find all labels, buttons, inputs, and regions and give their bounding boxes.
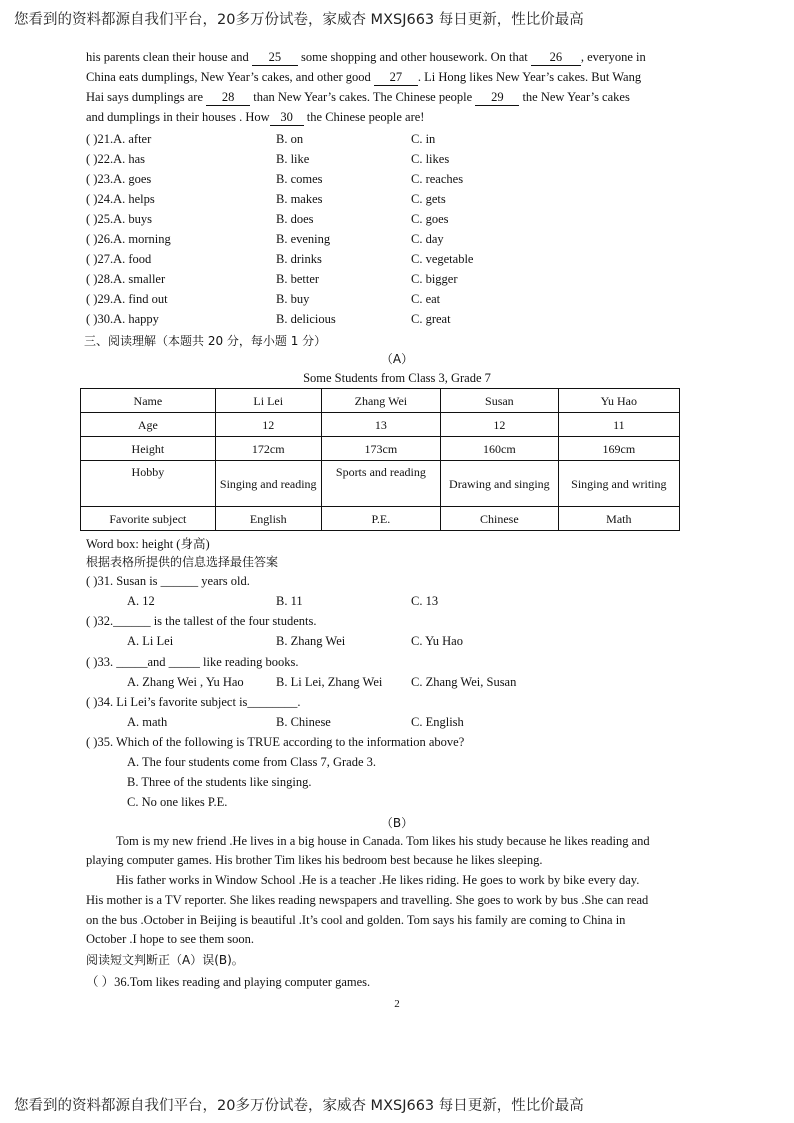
q35-option-b: B. Three of the students like singing. bbox=[127, 775, 312, 789]
table-cell: Li Lei bbox=[215, 389, 321, 413]
blank-26: 26 bbox=[531, 50, 581, 66]
q34-option-c: C. English bbox=[411, 715, 464, 729]
table-cell: 12 bbox=[441, 413, 559, 437]
mc-q26-c: C. day bbox=[411, 232, 444, 246]
q34-option-b: B. Chinese bbox=[276, 715, 331, 729]
bottom-banner: 您看到的资料都源自我们平台，20多万份试卷，家威杏 MXSJ663 每日更新，性比价最高 bbox=[14, 1098, 584, 1114]
table-cell: Drawing and singing bbox=[441, 461, 559, 507]
table-row bbox=[81, 437, 680, 461]
blank-29: 29 bbox=[475, 90, 519, 106]
cloze-text: the New Year’s cakes bbox=[519, 90, 630, 104]
mc-q21: ( )21.A. after bbox=[86, 132, 152, 146]
table-cell: Sports and reading bbox=[321, 461, 440, 507]
table-cell: Name bbox=[81, 389, 216, 413]
table-cell: Chinese bbox=[441, 507, 559, 531]
q32-option-c: C. Yu Hao bbox=[411, 634, 463, 648]
students-table bbox=[80, 388, 680, 531]
mc-q28-c: C. bigger bbox=[411, 272, 458, 286]
table-row bbox=[81, 413, 680, 437]
cloze-text: than New Year’s cakes. The Chinese people bbox=[250, 90, 476, 104]
mc-q27-c: C. vegetable bbox=[411, 252, 474, 266]
table-caption: Some Students from Class 3, Grade 7 bbox=[303, 371, 491, 385]
cloze-text: . Li Hong likes New Year’s cakes. But Wang bbox=[417, 70, 642, 84]
mc-q21-b: B. on bbox=[276, 132, 304, 146]
table-cell: Height bbox=[81, 437, 216, 461]
mc-q29: ( )29.A. find out bbox=[86, 292, 168, 306]
page-number: 2 bbox=[394, 998, 400, 1010]
question-34: ( )34. Li Lei’s favorite subject is________. bbox=[86, 695, 301, 709]
cloze-line-3 bbox=[86, 90, 630, 106]
cloze-text: China eats dumplings, New Year’s cakes, and other good bbox=[86, 70, 374, 84]
mc-q25: ( )25.A. buys bbox=[86, 212, 152, 226]
passage-b-line: on the bus .October in Beijing is beautiful .It’s cool and golden. Tom says his family are coming to China in bbox=[86, 913, 626, 927]
q35-option-c: C. No one likes P.E. bbox=[127, 795, 228, 809]
table-cell: 160cm bbox=[441, 437, 559, 461]
passage-label-a: （A） bbox=[380, 352, 414, 366]
table-cell: 12 bbox=[215, 413, 321, 437]
table-row bbox=[81, 461, 680, 507]
mc-q27: ( )27.A. food bbox=[86, 252, 152, 266]
instruction-b: 阅读短文判断正（A）误(B)。 bbox=[86, 953, 244, 967]
table-cell: Singing and reading bbox=[215, 461, 321, 507]
table-cell: 172cm bbox=[215, 437, 321, 461]
blank-28: 28 bbox=[206, 90, 250, 106]
q32-option-a: A. Li Lei bbox=[127, 634, 174, 648]
mc-q30-b: B. delicious bbox=[276, 312, 336, 326]
question-33: ( )33. _____and _____ like reading books. bbox=[86, 655, 299, 669]
mc-q23-b: B. comes bbox=[276, 172, 323, 186]
q33-option-b: B. Li Lei, Zhang Wei bbox=[276, 675, 383, 689]
cloze-text: Hai says dumplings are bbox=[86, 90, 207, 104]
table-cell: P.E. bbox=[321, 507, 440, 531]
mc-q22-b: B. like bbox=[276, 152, 310, 166]
q31-option-b: B. 11 bbox=[276, 594, 303, 608]
mc-q22: ( )22.A. has bbox=[86, 152, 146, 166]
passage-b-line: His father works in Window School .He is a teacher .He likes riding. He goes to work by bike every day. bbox=[116, 873, 640, 887]
table-cell: Singing and writing bbox=[558, 461, 679, 507]
mc-q24-b: B. makes bbox=[276, 192, 323, 206]
top-banner: 您看到的资料都源自我们平台，20多万份试卷，家威杏 MXSJ663 每日更新，性比价最高 bbox=[14, 12, 584, 28]
cloze-text: the Chinese people are! bbox=[303, 110, 425, 124]
mc-q30: ( )30.A. happy bbox=[86, 312, 159, 326]
table-cell: 13 bbox=[321, 413, 440, 437]
q35-option-a: A. The four students come from Class 7, Grade 3. bbox=[127, 755, 377, 769]
cloze-text: , everyone in bbox=[580, 50, 646, 64]
mc-q26-b: B. evening bbox=[276, 232, 331, 246]
mc-q29-b: B. buy bbox=[276, 292, 310, 306]
mc-q22-c: C. likes bbox=[411, 152, 450, 166]
blank-27: 27 bbox=[374, 70, 418, 86]
table-cell: Zhang Wei bbox=[321, 389, 440, 413]
section-heading-reading: 三、阅读理解（本题共 20 分，每小题 1 分） bbox=[84, 334, 327, 348]
mc-q30-c: C. great bbox=[411, 312, 451, 326]
table-cell: Age bbox=[81, 413, 216, 437]
mc-q25-b: B. does bbox=[276, 212, 314, 226]
passage-b-line: playing computer games. His brother Tim likes his bedroom best because he likes sleeping. bbox=[86, 853, 543, 867]
passage-b-line: October .I hope to see them soon. bbox=[86, 932, 255, 946]
cloze-text: some shopping and other housework. On that bbox=[297, 50, 531, 64]
mc-q27-b: B. drinks bbox=[276, 252, 322, 266]
mc-q24-c: C. gets bbox=[411, 192, 446, 206]
q31-option-a: A. 12 bbox=[127, 594, 155, 608]
table-cell: Hobby bbox=[81, 461, 216, 507]
mc-q28-b: B. better bbox=[276, 272, 320, 286]
mc-q26: ( )26.A. morning bbox=[86, 232, 171, 246]
table-cell: Yu Hao bbox=[558, 389, 679, 413]
question-32: ( )32.______ is the tallest of the four students. bbox=[86, 614, 317, 628]
table-cell: Susan bbox=[441, 389, 559, 413]
cloze-text: and dumplings in their houses . How bbox=[86, 110, 270, 124]
cloze-line-2 bbox=[86, 70, 641, 86]
q34-option-a: A. math bbox=[127, 715, 168, 729]
table-cell: Math bbox=[558, 507, 679, 531]
mc-q21-c: C. in bbox=[411, 132, 436, 146]
table-cell: 169cm bbox=[558, 437, 679, 461]
blank-25: 25 bbox=[252, 50, 298, 66]
mc-q25-c: C. goes bbox=[411, 212, 449, 226]
q31-option-c: C. 13 bbox=[411, 594, 439, 608]
table-cell: 173cm bbox=[321, 437, 440, 461]
cloze-line-1 bbox=[86, 50, 646, 66]
mc-q23: ( )23.A. goes bbox=[86, 172, 152, 186]
word-box: Word box: height (身高) bbox=[86, 537, 210, 551]
table-row bbox=[81, 507, 680, 531]
question-36: （ ）36.Tom likes reading and playing computer games. bbox=[86, 975, 371, 989]
passage-b-line: Tom is my new friend .He lives in a big house in Canada. Tom likes his study because he likes reading and bbox=[116, 834, 650, 848]
blank-30: 30 bbox=[270, 110, 304, 126]
q33-option-a: A. Zhang Wei , Yu Hao bbox=[127, 675, 244, 689]
mc-q23-c: C. reaches bbox=[411, 172, 464, 186]
cloze-text: his parents clean their house and bbox=[86, 50, 252, 64]
table-cell: 11 bbox=[558, 413, 679, 437]
question-31: ( )31. Susan is ______ years old. bbox=[86, 574, 250, 588]
mc-q29-c: C. eat bbox=[411, 292, 441, 306]
mc-q28: ( )28.A. smaller bbox=[86, 272, 166, 286]
mc-q24: ( )24.A. helps bbox=[86, 192, 155, 206]
table-row bbox=[81, 389, 680, 413]
table-cell: English bbox=[215, 507, 321, 531]
passage-label-b: （B） bbox=[380, 816, 414, 830]
instruction-a: 根据表格所提供的信息选择最佳答案 bbox=[86, 555, 279, 569]
cloze-line-4 bbox=[86, 110, 424, 126]
passage-b-line: His mother is a TV reporter. She likes reading newspapers and travelling. She goes to work by bus .She can read bbox=[86, 893, 649, 907]
table-cell: Favorite subject bbox=[81, 507, 216, 531]
q32-option-b: B. Zhang Wei bbox=[276, 634, 346, 648]
question-35: ( )35. Which of the following is TRUE according to the information above? bbox=[86, 735, 465, 749]
q33-option-c: C. Zhang Wei, Susan bbox=[411, 675, 517, 689]
